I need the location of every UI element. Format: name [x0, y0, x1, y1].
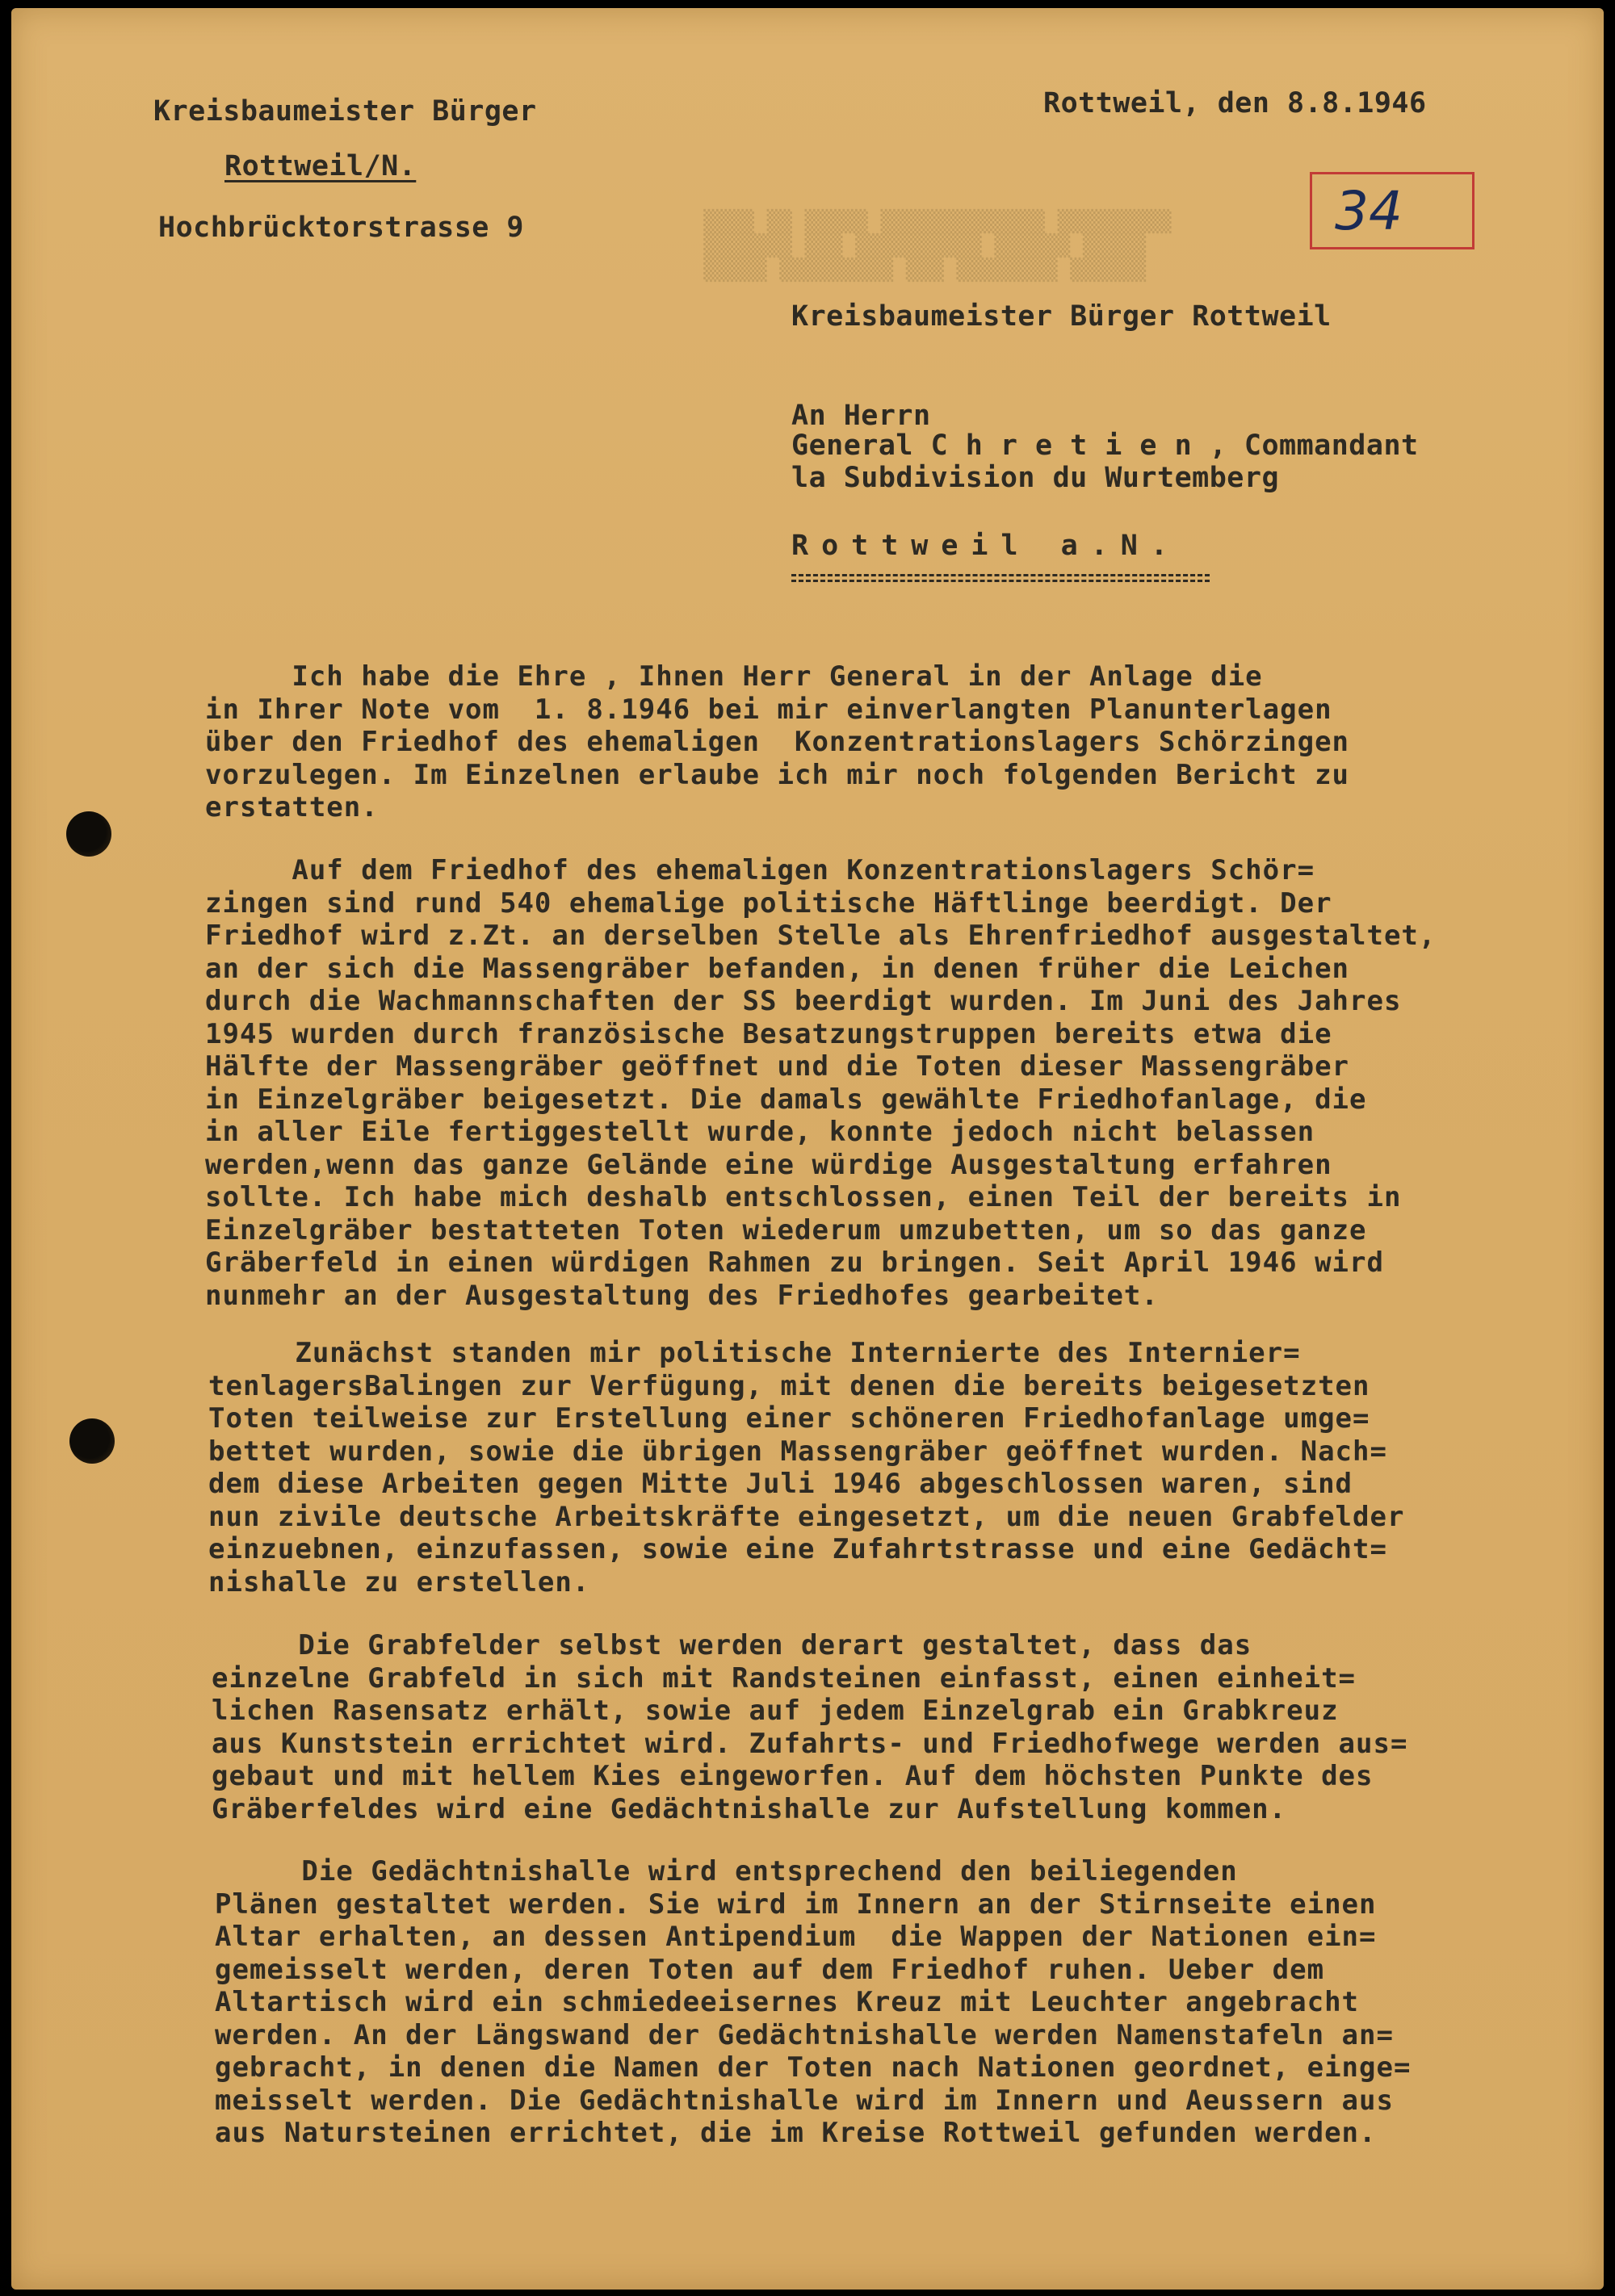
punch-hole-lower	[69, 1418, 115, 1464]
body-paragraph-3: Zunächst standen mir politische Internierte des Internier= tenlagersBalingen zur Verfügung, mit denen die bereits beigesetzten Toten teilweise zur Erstellung einer schöneren Friedhofanlage umge= bettet wurden, sowie die übrigen Massengräber geöffnet wurden. Nach= dem diese Arbeiten gegen Mitte Juli 1946 abgeschlossen waren, sind nun zivile deutsche Arbeitskräfte eingesetzt, um die neuen Grabfelder einzuebnen, einzufassen, sowie eine Zufahrtstrasse und eine Gedächt= nishalle zu erstellen.	[208, 1337, 1405, 1598]
bleed-through-text: ▒▒▒▒ ▒▒ ▒▒▒▒▒ ▒▒▒▒▒▒▒▒▒▒▒▒▒ ▒▒▒▒▒▒▒▒▒ ▒▒▒▒▒▒▒ ▒▒▒ ▒▒▒▒▒▒▒▒▒▒ ▒▒▒▒▒▒ ▒▒▒▒▒ ▒▒▒▒▒ ▒▒▒▒▒▒▒▒▒ ▒▒▒ ▒▒▒▒▒▒▒▒ ▒▒▒▒▒▒	[703, 210, 1172, 283]
body-paragraph-4: Die Grabfelder selbst werden derart gestaltet, dass das einzelne Grabfeld in sich mit Randsteinen einfasst, einen einheit= lichen Rasensatz erhält, sowie auf jedem Einzelgrab ein Grabkreuz aus Kunststein errichtet wird. Zufahrts- und Friedhofwege werden aus= gebaut und mit hellem Kies eingeworfen. Auf dem höchsten Punkte des Gräberfeldes wird eine Gedächtnishalle zur Aufstellung kommen.	[212, 1629, 1408, 1825]
recipient-line-2: General C h r e t i e n , Commandant	[791, 429, 1419, 462]
sender-name: Kreisbaumeister Bürger	[153, 95, 537, 128]
place-date: Rottweil, den 8.8.1946	[1043, 87, 1427, 119]
sender-street: Hochbrücktorstrasse 9	[158, 212, 525, 244]
registry-stamp	[1310, 172, 1474, 249]
sender-city: Rottweil/N.	[224, 150, 417, 182]
body-paragraph-5: Die Gedächtnishalle wird entsprechend den beiliegenden Plänen gestaltet werden. Sie wird im Innern an der Stirnseite einen Altar erhalten, an dessen Antipendium die Wappen der Nationen ein= gemeisselt werden, deren Toten auf dem Friedhof ruhen. Ueber dem Altartisch wird ein schmiedeeisernes Kreuz mit Leuchter angebracht werden. An der Längswand der Gedächtnishalle werden Namenstafeln an= gebracht, in denen die Namen der Toten nach Nationen geordnet, einge= meisselt werden. Die Gedächtnishalle wird im Innern und Aeussern aus aus Natursteinen errichtet, die im Kreise Rottweil gefunden werden.	[215, 1855, 1412, 2149]
stamp-number: 34	[1335, 180, 1403, 242]
punch-hole-upper	[66, 811, 111, 857]
recipient-city-underline	[791, 574, 1210, 582]
body-paragraph-2: Auf dem Friedhof des ehemaligen Konzentrationslagers Schör= zingen sind rund 540 ehemalige politische Häftlinge beerdigt. Der Friedhof wird z.Zt. an derselben Stelle als Ehrenfriedhof ausgestaltet, an der sich die Massengräber befanden, in denen früher die Leichen durch die Wachmannschaften der SS beerdigt wurden. Im Juni des Jahres 1945 wurden durch französische Besatzungstruppen bereits etwa die Hälfte der Massengräber geöffnet und die Toten dieser Massengräber in Einzelgräber beigesetzt. Die damals gewählte Friedhofanlage, die in aller Eile fertiggestellt wurde, konnte jedoch nicht belassen werden,wenn das ganze Gelände eine würdige Ausgestaltung erfahren sollte. Ich habe mich deshalb entschlossen, einen Teil der bereits in Einzelgräber bestatteten Toten wiederum umzubetten, um so das ganze Gräberfeld in einen würdigen Rahmen zu bringen. Seit April 1946 wird nunmehr an der Ausgestaltung des Friedhofes gearbeitet.	[205, 854, 1437, 1312]
recipient-line-3: la Subdivision du Wurtemberg	[791, 462, 1280, 494]
recipient-line-1: An Herrn	[791, 400, 931, 432]
recipient-city: Rottweil a.N.	[791, 530, 1181, 562]
body-paragraph-1: Ich habe die Ehre , Ihnen Herr General in der Anlage die in Ihrer Note vom 1. 8.1946 bei mir einverlangten Planunterlagen über den Friedhof des ehemaligen Konzentrationslagers Schörzingen vorzulegen. Im Einzelnen erlaube ich mir noch folgenden Bericht zu erstatten.	[205, 660, 1350, 823]
subject-line: Kreisbaumeister Bürger Rottweil	[791, 300, 1332, 333]
